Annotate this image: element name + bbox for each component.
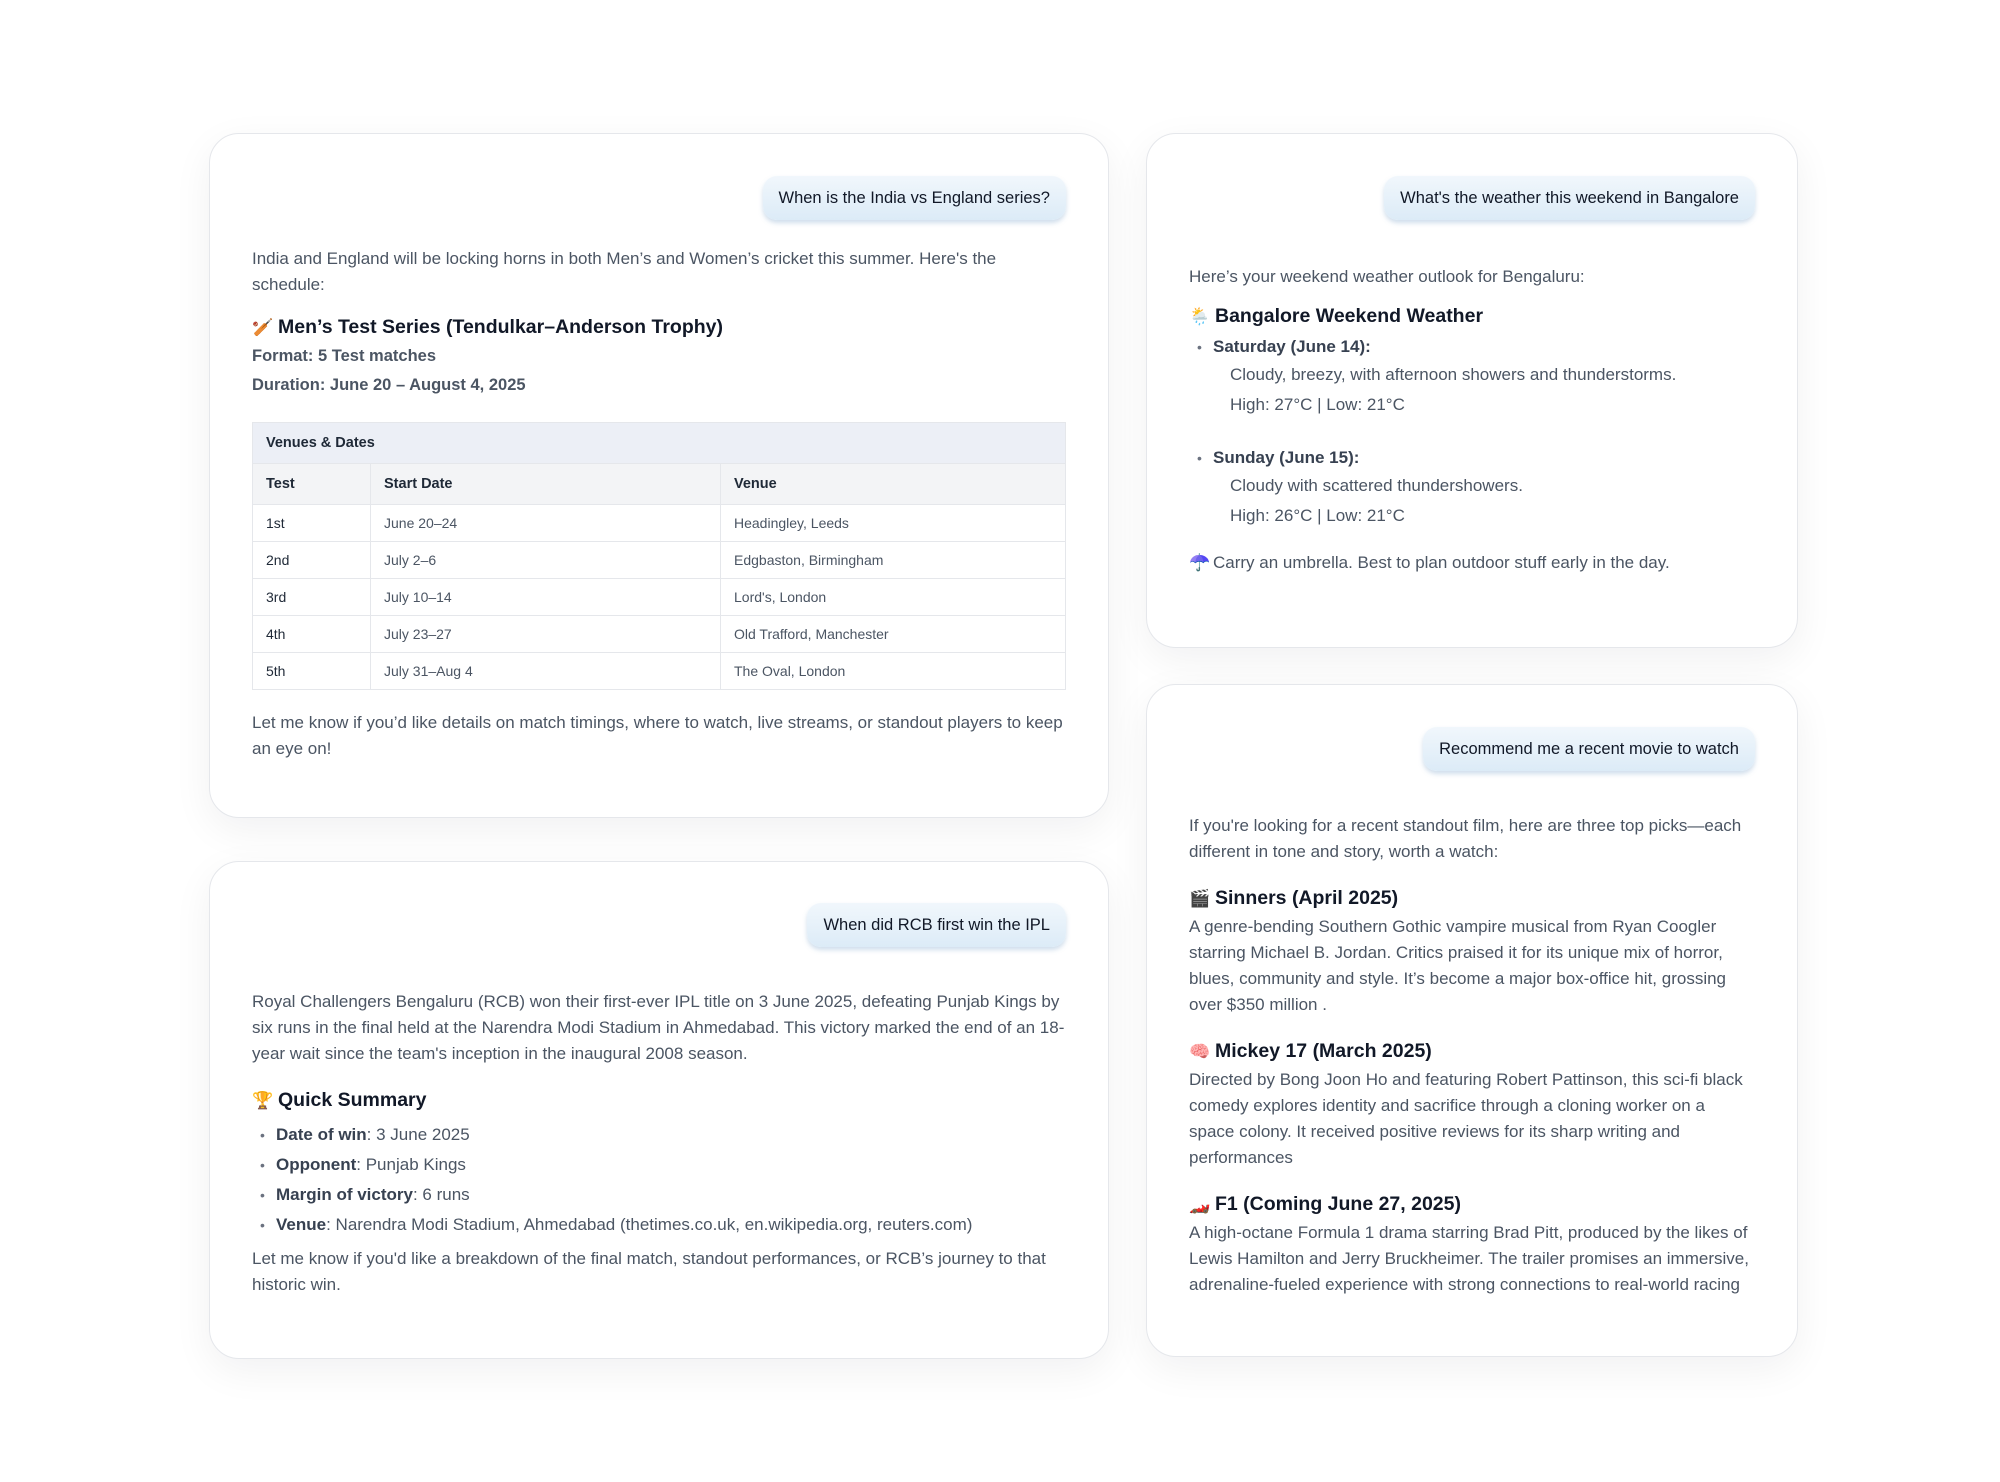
chat-card-movie: [1146, 684, 1798, 1357]
film-title-text: F1 (Coming June 27, 2025): [1215, 1193, 1461, 1215]
cell-venue: Headingley, Leeds: [721, 505, 1066, 542]
cell-date: July 31–Aug 4: [371, 653, 721, 690]
day-description: Cloudy, breezy, with afternoon showers and thunderstorms.: [1230, 365, 1677, 384]
user-message-bubble: [1423, 727, 1755, 771]
user-message-text: Recommend me a recent movie to watch: [1439, 739, 1739, 758]
film-title: [1189, 887, 1755, 910]
section-heading: [252, 316, 1066, 339]
weather-icon: 🌦️: [1189, 306, 1211, 326]
item-label: Venue: [276, 1215, 327, 1234]
list-item: [252, 1150, 1066, 1180]
trophy-icon: 🏆: [252, 1090, 274, 1110]
cell-date: July 10–14: [371, 579, 721, 616]
weather-tip-text: Carry an umbrella. Best to plan outdoor stuff early in the day.: [1213, 553, 1670, 572]
table-caption: Venues & Dates: [253, 423, 1066, 464]
film-description: A high-octane Formula 1 drama starring Brad Pitt, produced by the likes of Lewis Hamilton and Jerry Bruckheimer. The trailer promises an immersive, adrenaline-fueled experience with strong connections to real-world racing: [1189, 1223, 1749, 1294]
item-label: Date of win: [276, 1125, 367, 1144]
cell-date: June 20–24: [371, 505, 721, 542]
table-row: [253, 653, 1066, 690]
item-value: : Narendra Modi Stadium, Ahmedabad (thetimes.co.uk, en.wikipedia.org, reuters.com): [326, 1215, 973, 1234]
day-label: Saturday (June 14):: [1213, 337, 1371, 356]
film-title-text: Mickey 17 (March 2025): [1215, 1040, 1432, 1062]
cell-test: 5th: [253, 653, 371, 690]
item-label: Opponent: [276, 1155, 357, 1174]
film-description: Directed by Bong Joon Ho and featuring Robert Pattinson, this sci-fi black comedy explores identity and sacrifice through a cloning worker on a space colony. It received positive reviews for its sharp writing and performances: [1189, 1070, 1743, 1167]
list-item: [1189, 445, 1755, 471]
column-header-test: Test: [253, 464, 371, 505]
response-outro: Let me know if you’d like details on match timings, where to watch, live streams, or standout players to keep an eye on!: [252, 713, 1063, 758]
response-intro: If you're looking for a recent standout film, here are three top picks—each different in tone and story, worth a watch:: [1189, 816, 1742, 861]
schedule-table: [252, 422, 1066, 690]
weather-tip: [1189, 550, 1755, 576]
item-value: : 3 June 2025: [366, 1125, 470, 1144]
assistant-response: [252, 246, 1066, 762]
chat-card-cricket: [209, 133, 1109, 818]
film-title: [1189, 1193, 1755, 1216]
column-header-start-date: Start Date: [371, 464, 721, 505]
cell-venue: Lord's, London: [721, 579, 1066, 616]
summary-list: [252, 1120, 1066, 1240]
cell-venue: Old Trafford, Manchester: [721, 616, 1066, 653]
table-row: [253, 579, 1066, 616]
user-message-bubble: [763, 176, 1067, 220]
list-item: [252, 1120, 1066, 1150]
cell-test: 1st: [253, 505, 371, 542]
list-item: [252, 1180, 1066, 1210]
assistant-response: [1189, 264, 1755, 576]
brain-icon: 🧠: [1189, 1041, 1211, 1061]
race-car-icon: 🏎️: [1189, 1194, 1211, 1214]
cell-venue: Edgbaston, Birmingham: [721, 542, 1066, 579]
cell-test: 3rd: [253, 579, 371, 616]
response-intro: Here’s your weekend weather outlook for Bengaluru:: [1189, 267, 1585, 286]
day-label: Sunday (June 15):: [1213, 448, 1360, 467]
section-heading: [1189, 305, 1755, 328]
cell-date: July 23–27: [371, 616, 721, 653]
cell-venue: The Oval, London: [721, 653, 1066, 690]
weather-list: [1189, 445, 1755, 471]
day-temperatures: High: 26°C | Low: 21°C: [1230, 506, 1405, 525]
list-item: [1189, 334, 1755, 360]
user-message-text: When is the India vs England series?: [778, 188, 1050, 207]
response-intro: India and England will be locking horns in both Men’s and Women’s cricket this summer. Here's the schedule:: [252, 249, 997, 294]
item-label: Margin of victory: [276, 1185, 413, 1204]
day-description: Cloudy with scattered thundershowers.: [1230, 476, 1523, 495]
cricket-bat-icon: 🏏: [252, 317, 274, 337]
section-heading-text: Quick Summary: [278, 1089, 427, 1111]
user-message-text: When did RCB first win the IPL: [823, 915, 1050, 934]
film-title-text: Sinners (April 2025): [1215, 887, 1399, 909]
cell-date: July 2–6: [371, 542, 721, 579]
day-temperatures: High: 27°C | Low: 21°C: [1230, 395, 1405, 414]
format-line: Format: 5 Test matches: [252, 347, 436, 365]
table-row: [253, 505, 1066, 542]
user-message-bubble: [807, 903, 1066, 947]
film-title: [1189, 1040, 1755, 1063]
user-message-text: What's the weather this weekend in Bangalore: [1400, 188, 1739, 207]
item-value: : Punjab Kings: [356, 1155, 466, 1174]
chat-card-rcb: [209, 861, 1109, 1359]
film-description: A genre-bending Southern Gothic vampire musical from Ryan Coogler starring Michael B. Jordan. Critics praised it for its unique mix of horror, blues, community and style. It’s become a major box-office hit, grossing over $350 million .: [1189, 917, 1727, 1014]
column-header-venue: Venue: [721, 464, 1066, 505]
response-intro: Royal Challengers Bengaluru (RCB) won their first-ever IPL title on 3 June 2025, defeating Punjab Kings by six runs in the final held at the Narendra Modi Stadium in Ahmedabad. This victory marked the end of an 18-year wait since the team's inception in the inaugural 2008 season.: [252, 992, 1065, 1063]
cell-test: 2nd: [253, 542, 371, 579]
assistant-response: [252, 989, 1066, 1298]
duration-line: Duration: June 20 – August 4, 2025: [252, 376, 526, 394]
user-message-bubble: [1384, 176, 1755, 220]
section-heading: [252, 1089, 1066, 1112]
cell-test: 4th: [253, 616, 371, 653]
item-value: : 6 runs: [412, 1185, 470, 1204]
section-heading-text: Men’s Test Series (Tendulkar–Anderson Trophy): [278, 316, 723, 338]
umbrella-icon: ☂️: [1189, 553, 1211, 572]
section-heading-text: Bangalore Weekend Weather: [1215, 305, 1484, 327]
list-item: [252, 1210, 1066, 1240]
chat-card-weather: [1146, 133, 1798, 648]
weather-list: [1189, 334, 1755, 360]
response-outro: Let me know if you'd like a breakdown of the final match, standout performances, or RCB’s journey to that historic win.: [252, 1249, 1046, 1294]
assistant-response: [1189, 813, 1755, 1298]
table-row: [253, 616, 1066, 653]
clapperboard-icon: 🎬: [1189, 888, 1211, 908]
table-row: [253, 542, 1066, 579]
